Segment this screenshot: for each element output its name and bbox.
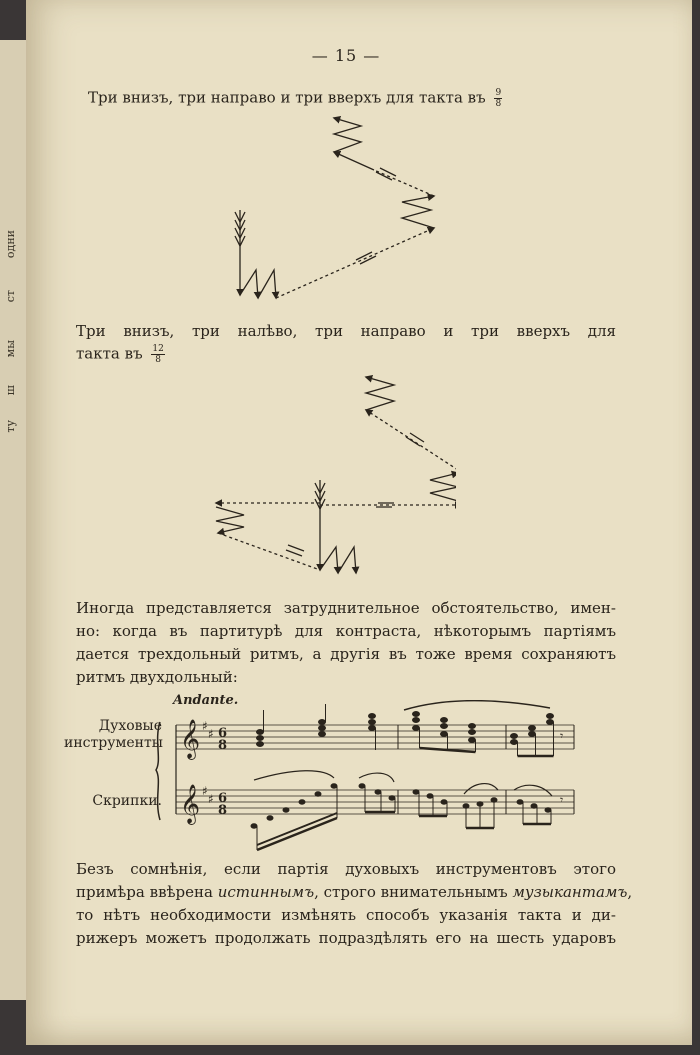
paragraph-line: ритмъ двухдольный:	[76, 668, 238, 686]
tempo-marking: Andante.	[173, 693, 239, 708]
svg-text:♯: ♯	[202, 719, 208, 733]
paragraph-line: Безъ сомнѣнія, если партія духовыхъ инструментовъ этого	[76, 860, 616, 878]
svg-text:6: 6	[218, 791, 228, 806]
svg-text:♯: ♯	[208, 727, 214, 741]
paragraph-line: то нѣтъ необходимости измѣнять способъ указанія такта и ди-	[76, 906, 616, 924]
caption-text: Три внизъ, три направо и три вверхъ для такта въ	[88, 88, 486, 107]
paragraph-line: примѣра ввѣрена истиннымъ, строго внимательнымъ музыкантамъ,	[76, 883, 633, 901]
caption-9-8	[88, 88, 502, 109]
emphasis-text: истиннымъ	[217, 883, 315, 901]
paragraph-line: рижеръ можетъ продолжать подраздѣлять его на шесть ударовъ	[76, 929, 616, 947]
left-page-fragment: мы	[4, 340, 17, 358]
left-page-fragment: ш	[4, 385, 17, 396]
svg-text:𝄾: 𝄾	[560, 729, 564, 743]
left-page-fragment: ст	[4, 290, 17, 303]
svg-text:𝄞: 𝄞	[180, 719, 201, 759]
svg-text:♯: ♯	[202, 784, 208, 798]
conducting-diagram-12-8	[206, 365, 456, 580]
time-signature-fraction: $\frac{9}{8}$	[495, 88, 502, 109]
left-page-edge	[0, 40, 26, 1000]
svg-text:8: 8	[218, 803, 228, 818]
time-signature-fraction: $\frac{12}{8}$	[152, 344, 164, 365]
caption-text: такта въ	[76, 344, 143, 363]
svg-text:𝄞: 𝄞	[180, 784, 201, 824]
book-page	[26, 0, 692, 1045]
paragraph-1	[76, 597, 616, 689]
page-number: — 15 —	[311, 46, 381, 65]
staff-label-violins: Скрипки.	[92, 793, 162, 809]
caption-12-8-line1: Три внизъ, три налѣво, три направо и три вверхъ для	[76, 322, 616, 340]
paragraph-2	[76, 858, 633, 950]
conducting-diagram-9-8	[216, 110, 456, 310]
staff-label-winds: Духовые инструменты	[64, 718, 163, 751]
paragraph-line: дается трехдольный ритмъ, а другія въ тоже время сохраняютъ	[76, 645, 616, 663]
emphasis-text: музыкантамъ	[512, 883, 628, 901]
left-page-fragment: ту	[4, 420, 17, 433]
paragraph-line: Иногда представляется затруднительное обстоятельство, имен-	[76, 599, 616, 617]
svg-text:♯: ♯	[208, 792, 214, 806]
paragraph-line: но: когда въ партитурѣ для контраста, нѣкоторымъ партіямъ	[76, 622, 616, 640]
musical-score	[154, 700, 586, 860]
svg-text:6: 6	[218, 726, 228, 741]
left-page-fragment: одни	[4, 230, 17, 259]
svg-text:8: 8	[218, 738, 228, 753]
caption-12-8-line2	[76, 344, 165, 365]
svg-text:𝄾: 𝄾	[560, 793, 564, 807]
